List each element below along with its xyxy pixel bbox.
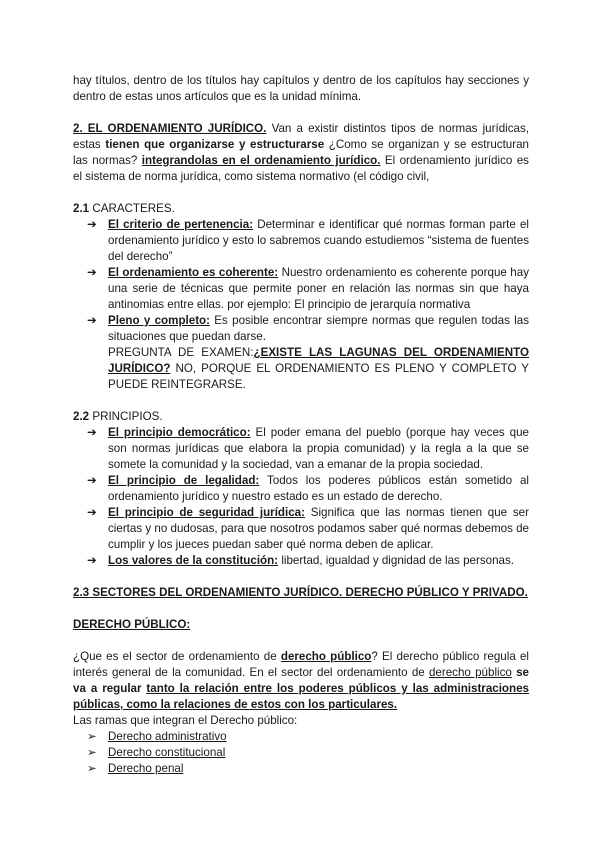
list-item: ➔ El criterio de pertenencia: Determinar e identificar qué normas forman parte el ordenamiento jurídico y esto lo sabremos cuando estudiemos “sistema de fuentes del derecho” [87,218,529,263]
arrow-icon: ➔ [87,266,97,279]
list-item: ➔ Pleno y completo: Es posible encontrar siempre normas que regulen todas las situaciones que puedan darse. [87,314,529,343]
arrow-icon: ➔ [87,506,97,519]
triangle-arrow-icon: ➢ [87,730,97,743]
caracteres-heading: 2.1 CARACTERES. [73,202,175,215]
ramas-list [73,729,529,777]
arrow-icon: ➔ [87,218,97,231]
principios-heading: 2.2 PRINCIPIOS. [73,410,163,423]
section-2-heading: 2. EL ORDENAMIENTO JURÍDICO. [73,122,267,135]
principios-list [73,425,529,569]
arrow-icon: ➔ [87,474,97,487]
list-item: ➔ El ordenamiento es coherente: Nuestro ordenamiento es coherente porque hay una serie de técnicas que permite poner en relación las normas sin que haya antinomias entre ellas. por ejemplo: El principio de jerarquía normativa [87,266,529,311]
ramas-intro: Las ramas que integran el Derecho público: [73,714,298,727]
arrow-icon: ➔ [87,426,97,439]
triangle-arrow-icon: ➢ [87,746,97,759]
intro-paragraph: hay títulos, dentro de los títulos hay capítulos y dentro de los capítulos hay secciones y dentro de estas unos artículos que es la unidad mínima. [73,74,529,103]
page-content [73,73,529,777]
list-item: ➢ Derecho penal [87,762,184,775]
list-item: ➔ El principio de seguridad jurídica: Significa que las normas tienen que ser ciertas y no dudosas, para que nosotros podamos saber qué normas debemos de cumplir y los jueces puedan saber qué norma deben de aplicar. [87,506,529,551]
arrow-icon: ➔ [87,554,97,567]
list-item: ➢ Derecho constitucional [87,746,226,759]
arrow-icon: ➔ [87,314,97,327]
derecho-publico-paragraph: ¿Que es el sector de ordenamiento de derecho público? El derecho público regula el interés general de la comunidad. En el sector del ordenamiento de derecho público se va a regular tanto la relación entre los poderes públicos y las administraciones públicas, como la relaciones de estos con los particulares. [73,650,529,711]
list-item: ➔ El principio democrático: El poder emana del pueblo (porque hay veces que son normas jurídicas que elabora la propia comunidad) y la regla a la que se somete la comunidad y la sociedad, van a emanar de la propia sociedad. [87,426,529,471]
derecho-publico-heading: DERECHO PÚBLICO: [73,618,191,631]
list-item: ➔ El principio de legalidad: Todos los poderes públicos están sometido al ordenamiento jurídico y nuestro estado es un estado de derecho. [87,474,529,503]
triangle-arrow-icon: ➢ [87,762,97,775]
list-item: ➔ Los valores de la constitución: libertad, igualdad y dignidad de las personas. [87,554,514,567]
caracteres-list [73,217,529,345]
section-2-paragraph: 2. EL ORDENAMIENTO JURÍDICO. Van a existir distintos tipos de normas jurídicas, estas tienen que organizarse y estructurarse ¿Como se organizan y se estructuran las normas? integrandolas en el ordenamiento jurídico. El ordenamiento jurídico es el sistema de norma jurídica, como sistema normativo (el código civil, [73,122,530,183]
list-item: ➢ Derecho administrativo [87,730,227,743]
sectores-heading: 2.3 SECTORES DEL ORDENAMIENTO JURÍDICO. DERECHO PÚBLICO Y PRIVADO. [73,586,528,599]
exam-question: PREGUNTA DE EXAMEN:¿EXISTE LAS LAGUNAS DEL ORDENAMIENTO JURÍDICO? NO, PORQUE EL ORDENAMIENTO ES PLENO Y COMPLETO Y PUEDE REINTEGRARSE. [108,346,529,391]
